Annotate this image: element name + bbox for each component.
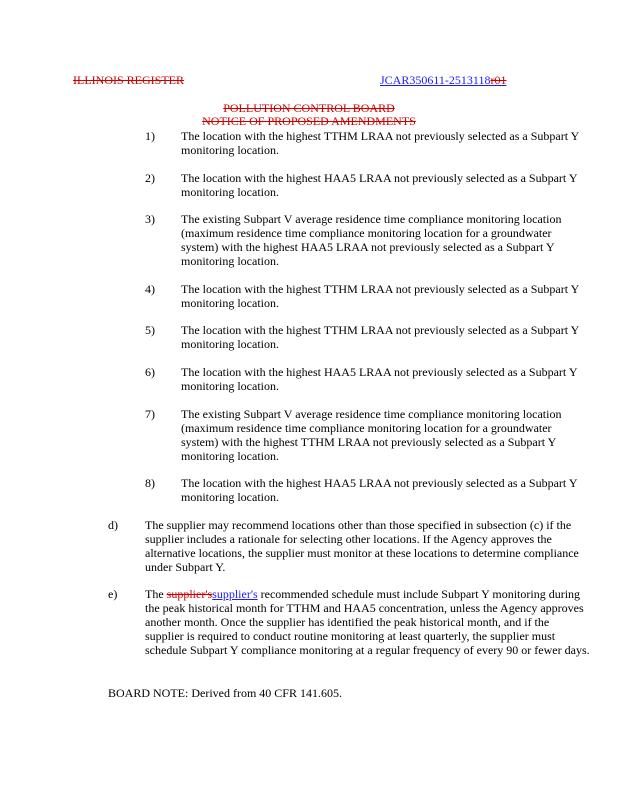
subsection-label: e) xyxy=(108,587,118,601)
text-prefix: The xyxy=(145,587,167,601)
item-number: 8) xyxy=(145,476,155,490)
item-number: 3) xyxy=(145,212,155,226)
inserted-text: supplier's xyxy=(212,587,258,601)
jcar-code xyxy=(380,73,506,87)
item-text: The location with the highest TTHM LRAA not previously selected as a Subpart Y monitoring location. xyxy=(181,323,579,351)
item-text: The existing Subpart V average residence time compliance monitoring location (maximum residence time compliance monitoring location for a groundwater system) with the highest TTHM LRAA not previously selected as a Subpart Y monitoring location. xyxy=(181,407,562,463)
item-number: 5) xyxy=(145,323,155,337)
subsection-text xyxy=(145,587,590,657)
item-text: The existing Subpart V average residence time compliance monitoring location (maximum residence time compliance monitoring location for a groundwater system) with the highest HAA5 LRAA not previously selected as a Subpart Y monitoring location. xyxy=(181,212,562,268)
jcar-code-inserted: JCAR350611-2513118 xyxy=(380,73,491,87)
item-number: 2) xyxy=(145,171,155,185)
item-text: The location with the highest TTHM LRAA not previously selected as a Subpart Y monitoring location. xyxy=(181,129,579,157)
register-header: ILLINOIS REGISTER xyxy=(73,73,184,87)
board-title: POLLUTION CONTROL BOARD xyxy=(223,101,395,115)
item-text: The location with the highest HAA5 LRAA not previously selected as a Subpart Y monitoring location. xyxy=(181,171,578,199)
item-number: 7) xyxy=(145,407,155,421)
item-number: 4) xyxy=(145,282,155,296)
item-text: The location with the highest TTHM LRAA not previously selected as a Subpart Y monitoring location. xyxy=(181,282,579,310)
item-number: 1) xyxy=(145,129,155,143)
jcar-code-deleted: r01 xyxy=(490,73,507,87)
item-text: The location with the highest HAA5 LRAA not previously selected as a Subpart Y monitoring location. xyxy=(181,476,578,504)
board-note: BOARD NOTE: Derived from 40 CFR 141.605. xyxy=(108,686,342,700)
deleted-text: supplier's xyxy=(166,587,213,601)
subsection-label: d) xyxy=(108,518,118,532)
text-body: recommended schedule must include Subpart Y monitoring during the peak historical month for TTHM and HAA5 concentration, unless the Agency approves another month. Once the supplier has identified the peak historical month, and if the supplier is required to conduct routine monitoring at least quarterly, the supplier must schedule Subpart Y compliance monitoring at a regular frequency of every 90 or fewer days. xyxy=(145,587,590,657)
notice-title: NOTICE OF PROPOSED AMENDMENTS xyxy=(202,114,416,128)
item-number: 6) xyxy=(145,365,155,379)
item-text: The location with the highest HAA5 LRAA not previously selected as a Subpart Y monitoring location. xyxy=(181,365,578,393)
subsection-text: The supplier may recommend locations other than those specified in subsection (c) if the supplier includes a rationale for selecting other locations. If the Agency approves the alternative locations, the supplier must monitor at these locations to determine compliance under Subpart Y. xyxy=(145,518,579,574)
